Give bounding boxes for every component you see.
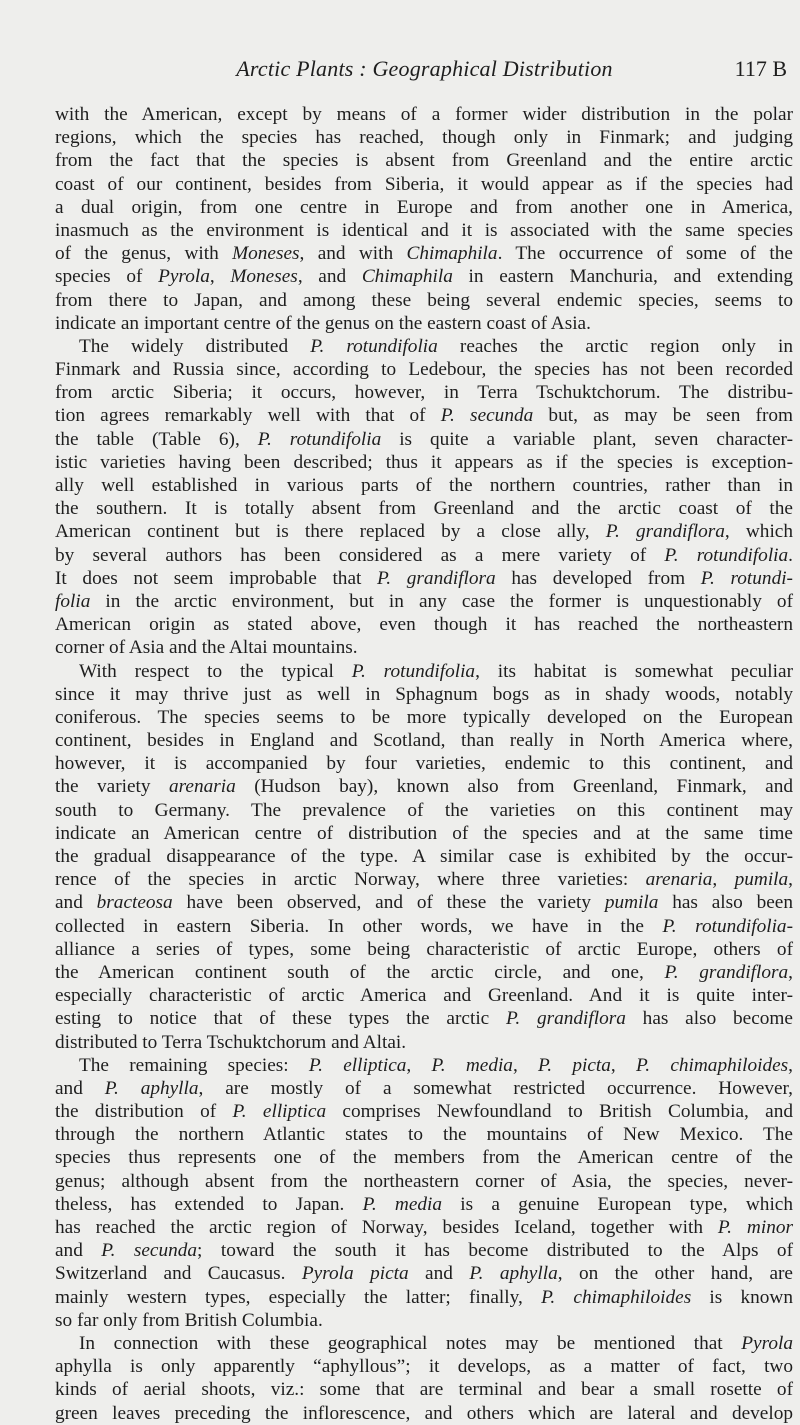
text-line: from there to Japan, and among these being several endemic species, seems to [55,289,793,311]
text-line: American continent but is there replaced by a close ally, P. grandiflora, which [55,521,793,543]
text-line: The remaining species: P. elliptica, P. media, P. picta, P. chimaphiloides, [79,1054,793,1076]
text-line: aphylla is only apparently “aphyllous”; it develops, as a matter of fact, two [55,1356,793,1378]
text-line: rence of the species in arctic Norway, where three varieties: arenaria, pumila, [55,869,793,891]
text-line: a dual origin, from one centre in Europe and from another one in America, [55,196,793,218]
text-line: however, it is accompanied by four varieties, endemic to this continent, and [55,753,793,775]
text-line: of the genus, with Moneses, and with Chimaphila. The occurrence of some of the [55,243,793,265]
text-line: and bracteosa have been observed, and of these the variety pumila has also been [55,892,793,914]
text-line: With respect to the typical P. rotundifolia, its habitat is somewhat peculiar [79,660,793,682]
text-line: It does not seem improbable that P. grandiflora has developed from P. rotundi- [55,567,793,589]
text-line: has reached the arctic region of Norway, besides Iceland, together with P. minor [55,1217,793,1238]
text-line: esting to notice that of these types the arctic P. grandiflora has also become [55,1008,793,1030]
text-line: regions, which the species has reached, though only in Finmark; and judging [55,127,793,149]
text-line: species thus represents one of the members from the American centre of the [55,1147,793,1169]
text-line: so far only from British Columbia. [55,1309,323,1331]
text-line: the gradual disappearance of the type. A similar case is exhibited by the occur- [55,846,793,867]
text-line: by several authors has been considered as a mere variety of P. rotundifolia. [55,544,793,566]
text-line: the variety arenaria (Hudson bay), known also from Greenland, Finmark, and [55,776,793,798]
running-title: Arctic Plants : Geographical Distribution [236,56,613,81]
page-header [58,56,791,86]
text-line: coast of our continent, besides from Siberia, it would appear as if the species had [55,173,793,195]
text-line: continent, besides in England and Scotland, than really in North America where, [55,730,793,752]
text-line: south to Germany. The prevalence of the varieties on this continent may [55,799,793,821]
text-line: from the fact that the species is absent from Greenland and the entire arctic [55,150,793,172]
text-line: from arctic Siberia; it occurs, however, in Terra Tschuktchorum. The distribu- [55,382,793,404]
text-line: indicate an important centre of the genus on the eastern coast of Asia. [55,312,591,334]
text-line: alliance a series of types, some being characteristic of arctic Europe, others of [55,938,793,960]
text-line: indicate an American centre of distribution of the species and at the same time [55,822,793,844]
text-line: The widely distributed P. rotundifolia reaches the arctic region only in [79,335,794,357]
text-line: the southern. It is totally absent from Greenland and the arctic coast of the [55,498,793,520]
text-line: folia in the arctic environment, but in any case the former is unquestionably of [55,590,793,612]
body-text [55,103,793,1425]
text-line: Switzerland and Caucasus. Pyrola picta and P. aphylla, on the other hand, are [55,1263,793,1285]
page-number: 117 B [734,56,787,81]
text-line: and P. aphylla, are mostly of a somewhat restricted occurrence. However, [55,1077,793,1099]
text-line: istic varieties having been described; thus it appears as if the species is exception- [55,451,793,473]
text-line: genus; although absent from the northeastern corner of Asia, the species, never- [55,1170,793,1192]
text-line: and P. secunda; toward the south it has become distributed to the Alps of [55,1240,793,1262]
text-line: mainly western types, especially the latter; finally, P. chimaphiloides is known [55,1286,794,1308]
text-line: the distribution of P. elliptica comprises Newfoundland to British Columbia, and [55,1101,793,1123]
text-line: species of Pyrola, Moneses, and Chimaphila in eastern Manchuria, and extending [55,266,794,288]
text-line: coniferous. The species seems to be more typically developed on the European [55,706,793,728]
text-line: the American continent south of the arctic circle, and one, P. grandiflora, [55,961,793,983]
text-line: inasmuch as the environment is identical and it is associated with the same species [55,219,793,241]
text-line: since it may thrive just as well in Sphagnum bogs as in shady woods, notably [55,683,793,705]
text-line: green leaves preceding the inflorescence, and others which are lateral and develop [55,1402,793,1424]
text-line: In connection with these geographical notes may be mentioned that Pyrola [79,1332,793,1354]
text-line: ally well established in various parts of the northern countries, rather than in [55,475,793,496]
text-line: tion agrees remarkably well with that of P. secunda but, as may be seen from [55,405,794,427]
text-line: theless, has extended to Japan. P. media is a genuine European type, which [55,1193,793,1215]
text-line: distributed to Terra Tschuktchorum and Altai. [55,1031,407,1053]
text-line: American origin as stated above, even though it has reached the northeastern [55,614,793,636]
text-line: the table (Table 6), P. rotundifolia is quite a variable plant, seven character- [55,428,793,450]
text-line: Finmark and Russia since, according to Ledebour, the species has not been recorded [55,359,793,381]
text-line: kinds of aerial shoots, viz.: some that are terminal and bear a small rosette of [55,1379,793,1401]
text-line: corner of Asia and the Altai mountains. [55,637,358,659]
text-line: especially characteristic of arctic America and Greenland. And it is quite inter- [55,985,793,1007]
text-line: collected in eastern Siberia. In other words, we have in the P. rotundifolia- [55,915,793,937]
text-line: with the American, except by means of a former wider distribution in the polar [55,104,793,125]
text-line: through the northern Atlantic states to the mountains of New Mexico. The [55,1124,793,1146]
